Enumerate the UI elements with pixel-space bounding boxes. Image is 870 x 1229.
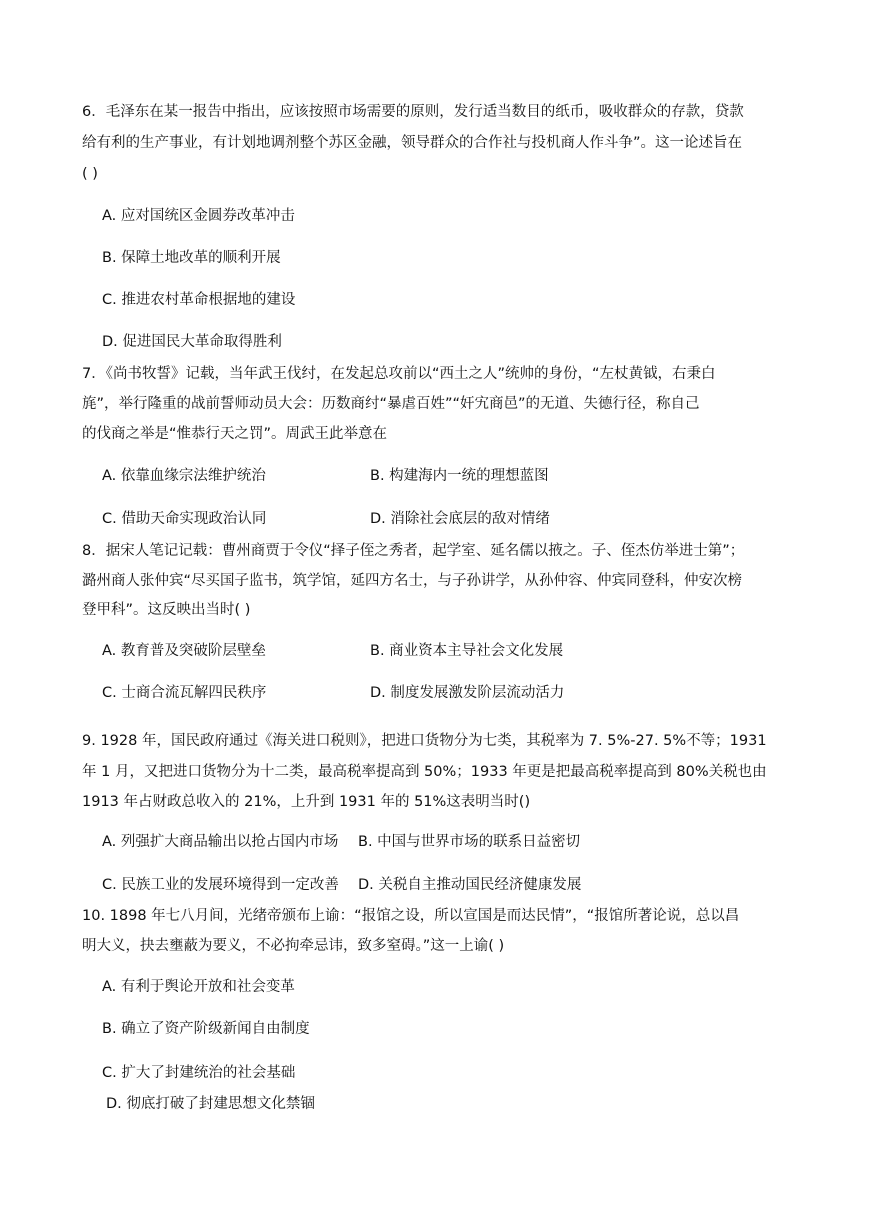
question-stem-line: 旄”，举行隆重的战前誓师动员大会：历数商纣“暴虐百姓”“奸宄商邑”的无道、失德行径，称自己 (82, 396, 700, 412)
option-c: C. 推进农村革命根据地的建设 (102, 292, 296, 308)
option-b: B. 构建海内一统的理想蓝图 (370, 468, 549, 484)
option-a: A. 依靠血缘宗法维护统治 (102, 468, 266, 484)
question-stem-line: 8．据宋人笔记记载：曹州商贾于令仪“择子侄之秀者，起学室、延名儒以掖之。子、侄杰仿举进士第”； (82, 543, 745, 559)
question-stem-line: 潞州商人张仲宾“尽买国子监书，筑学馆，延四方名士，与子孙讲学，从孙仲容、仲宾同登科，仲安次榜 (82, 573, 743, 589)
option-d: D. 促进国民大革命取得胜利 (102, 334, 282, 350)
option-c: C. 士商合流瓦解四民秩序 (102, 685, 267, 701)
question-stem-line: 9. 1928 年，国民政府通过《海关进口税则》，把进口货物分为七类，其税率为 7. 5%-27. 5%不等；1931 (82, 733, 767, 749)
question-stem-line: 6．毛泽东在某一报告中指出，应该按照市场需要的原则，发行适当数目的纸币，吸收群众的存款，贷款 (82, 104, 744, 120)
option-b: B. 保障土地改革的顺利开展 (102, 250, 281, 266)
question-stem-line: 的伐商之举是“惟恭行天之罚”。周武王此举意在 (82, 426, 388, 442)
option-d: D. 关税自主推动国民经济健康发展 (358, 877, 582, 893)
question-stem-line: 给有利的生产事业，有计划地调剂整个苏区金融，领导群众的合作社与投机商人作斗争”。这一论述旨在 (82, 135, 743, 151)
question-stem-line: 10. 1898 年七八月间，光绪帝颁布上谕：“报馆之设，所以宣国是而达民情”，“报馆所著论说，总以昌 (82, 908, 740, 924)
question-stem-line: 明大义，抉去壅蔽为要义，不必拘牵忌讳，致多窒碍。”这一上谕( ) (82, 938, 505, 954)
option-c: C. 扩大了封建统治的社会基础 (102, 1065, 296, 1081)
option-b: B. 中国与世界市场的联系日益密切 (358, 834, 581, 850)
option-b: B. 商业资本主导社会文化发展 (370, 643, 564, 659)
option-d: D. 彻底打破了封建思想文化禁锢 (106, 1096, 315, 1112)
option-c: C. 民族工业的发展环境得到一定改善 (102, 877, 339, 893)
option-a: A. 有利于舆论开放和社会变革 (102, 979, 295, 995)
question-stem-line: 7．《尚书牧誓》记载，当年武王伐纣，在发起总攻前以“西土之人”统帅的身份，“左杖黄钺，右秉白 (82, 366, 716, 382)
option-a: A. 应对国统区金圆券改革冲击 (102, 208, 295, 224)
question-stem-line: 登甲科”。这反映出当时( ) (82, 602, 251, 618)
option-a: A. 教育普及突破阶层壁垒 (102, 643, 266, 659)
option-a: A. 列强扩大商品输出以抢占国内市场 (102, 834, 339, 850)
question-stem-line: ( ) (82, 166, 98, 182)
option-d: D. 消除社会底层的敌对情绪 (370, 511, 550, 527)
option-b: B. 确立了资产阶级新闻自由制度 (102, 1021, 310, 1037)
question-stem-line: 1913 年占财政总收入的 21%，上升到 1931 年的 51%这表明当时() (82, 794, 531, 810)
question-stem-line: 年 1 月，又把进口货物分为十二类，最高税率提高到 50%；1933 年更是把最高税率提高到 80%关税也由 (82, 764, 767, 780)
option-c: C. 借助天命实现政治认同 (102, 511, 267, 527)
option-d: D. 制度发展激发阶层流动活力 (370, 685, 565, 701)
